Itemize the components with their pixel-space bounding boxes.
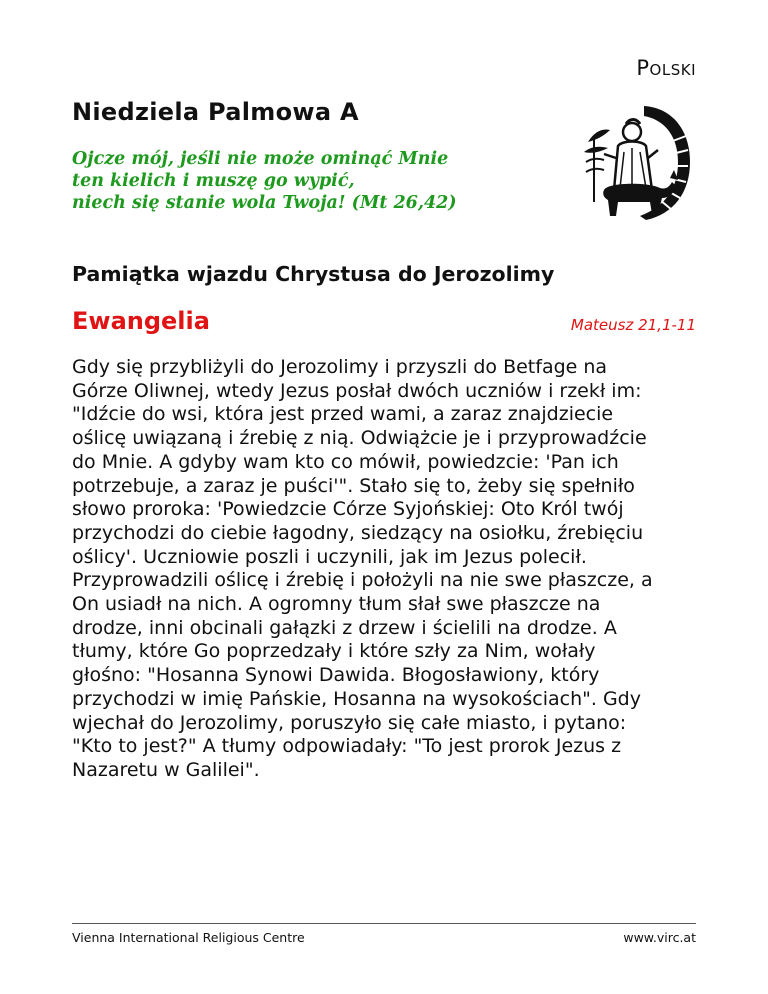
page-title: Niedziela Palmowa A	[72, 98, 359, 126]
gospel-line: oślicę uwiązaną i źrebię z nią. Odwiążcie je i przyprowadźcie	[72, 427, 647, 450]
gospel-reference: Mateusz 21,1-11	[570, 316, 696, 334]
gospel-line: Górze Oliwnej, wtedy Jezus posłał dwóch uczniów i rzekł im:	[72, 379, 642, 402]
gospel-line: On usiadł na nich. A ogromny tłum słał swe płaszcze na	[72, 593, 601, 616]
gospel-line: tłumy, które Go poprzedzały i które szły za Nim, wołały	[72, 640, 596, 663]
quote-line: ten kielich i muszę go wypić,	[72, 171, 355, 191]
gospel-line: potrzebuje, a zaraz je puści'". Stało się to, żeby się spełniło	[72, 474, 635, 497]
gospel-line: do Mnie. A gdyby wam kto co mówił, powiedzcie: 'Pan ich	[72, 450, 619, 473]
gospel-line: oślicy'. Uczniowie poszli i uczynili, jak im Jezus polecił.	[72, 545, 587, 568]
jesus-entering-jerusalem-woodcut-icon	[574, 102, 692, 222]
gospel-line: drodze, inni obcinali gałązki z drzew i ścielili na drodze. A	[72, 616, 617, 639]
gospel-line: Przyprowadzili oślicę i źrebię i położyli na nie swe płaszcze, a	[72, 569, 653, 592]
gospel-line: słowo proroka: 'Powiedzcie Córze Syjońskiej: Oto Król twój	[72, 498, 624, 521]
scripture-quote	[72, 148, 512, 214]
language-label: Polski	[636, 56, 696, 80]
gospel-line: przychodzi do ciebie łagodny, siedzący na osiołku, źrebięciu	[72, 521, 644, 544]
gospel-line: wjechał do Jerozolimy, poruszyło się całe miasto, i pytano:	[72, 711, 627, 734]
footer-website-link[interactable]: www.virc.at	[623, 930, 696, 945]
quote-line: Ojcze mój, jeśli nie może ominąć Mnie	[72, 149, 449, 169]
gospel-line: Nazaretu w Galilei".	[72, 758, 260, 781]
gospel-line: "Kto to jest?" A tłumy odpowiadały: "To jest prorok Jezus z	[72, 735, 622, 758]
footer-divider	[72, 923, 696, 924]
quote-line: niech się stanie wola Twoja! (Mt 26,42)	[72, 193, 457, 213]
gospel-line: Gdy się przybliżyli do Jerozolimy i przyszli do Betfage na	[72, 356, 608, 378]
footer-organization: Vienna International Religious Centre	[72, 930, 305, 945]
gospel-line: głośno: "Hosanna Synowi Dawida. Błogosławiony, który	[72, 664, 600, 687]
gospel-line: "Idźcie do wsi, która jest przed wami, a zaraz znajdziecie	[72, 403, 614, 426]
section-subtitle: Pamiątka wjazdu Chrystusa do Jerozolimy	[72, 262, 555, 286]
gospel-text	[72, 356, 712, 783]
gospel-heading: Ewangelia	[72, 307, 210, 335]
gospel-line: przychodzi w imię Pańskie, Hosanna na wysokościach". Gdy	[72, 687, 641, 710]
